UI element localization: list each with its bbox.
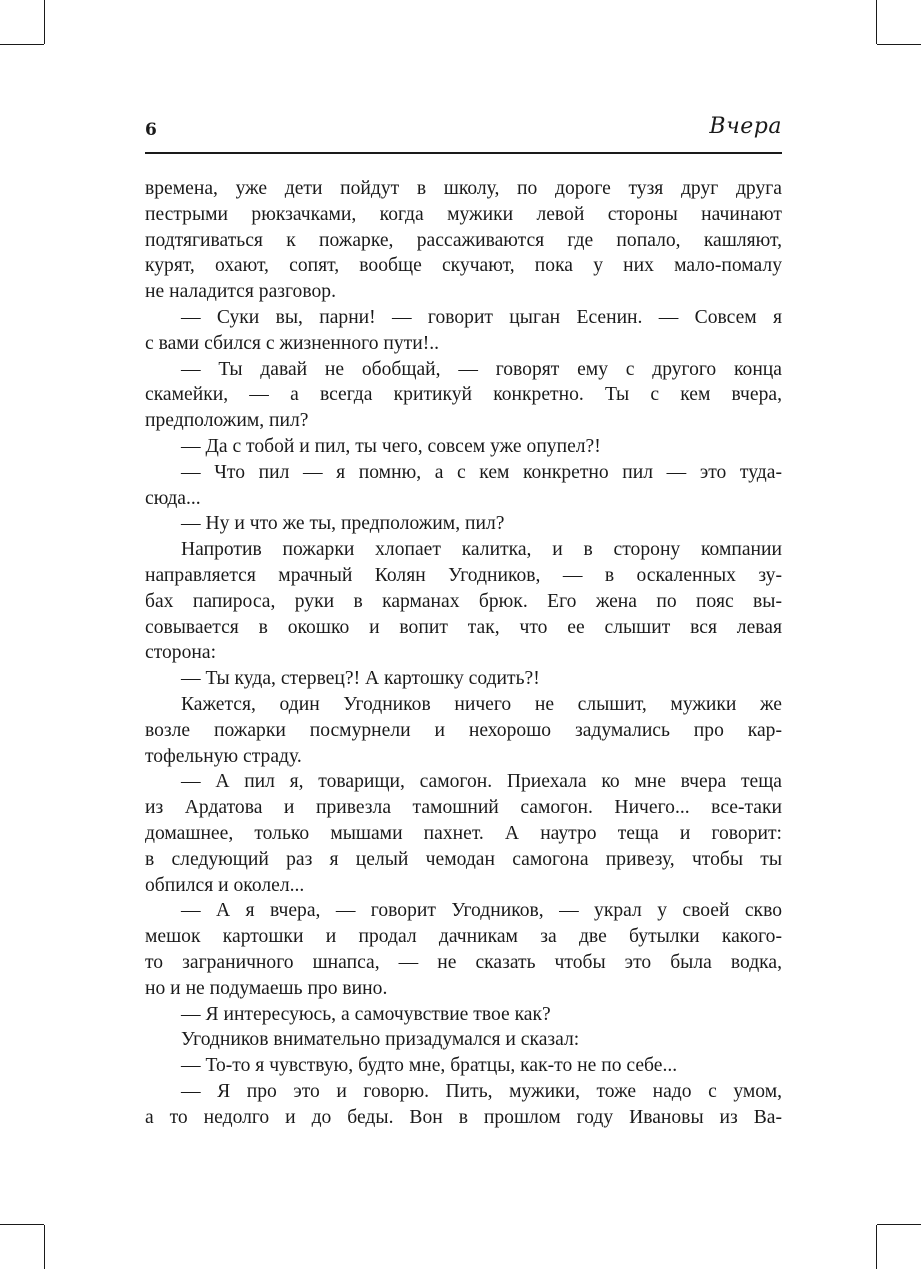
- text-line: не наладится разговор.: [145, 281, 336, 303]
- text-line: обпился и околел...: [145, 874, 305, 896]
- crop-mark: [877, 1224, 921, 1225]
- text-line: — Суки вы, парни! — говорит цыган Есенин. — Совсем я: [181, 306, 782, 328]
- running-head: Вчера: [709, 114, 782, 139]
- text-line: возле пожарки посмурнели и нехорошо задумались про кар-: [145, 719, 782, 741]
- text-line: пестрыми рюкзачками, когда мужики левой стороны начинают: [145, 203, 782, 225]
- text-line: — Я про это и говорю. Пить, мужики, тоже надо с умом,: [181, 1080, 782, 1102]
- text-line: то заграничного шнапса, — не сказать чтобы это была водка,: [145, 951, 782, 973]
- text-line: в следующий раз я целый чемодан самогона привезу, чтобы ты: [145, 848, 782, 870]
- text-line: из Ардатова и привезла тамошний самогон. Ничего... все-таки: [145, 797, 782, 819]
- page-number: 6: [145, 120, 157, 140]
- text-line: времена, уже дети пойдут в школу, по дороге тузя друг друга: [145, 178, 782, 199]
- crop-mark: [44, 1225, 45, 1269]
- text-line: подтягиваться к пожарке, рассаживаются где попало, кашляют,: [145, 229, 782, 251]
- text-line: а то недолго и до беды. Вон в прошлом году Ивановы из Ва-: [145, 1106, 782, 1128]
- text-line: скамейки, — а всегда критикуй конкретно. Ты с кем вчера,: [145, 384, 782, 406]
- text-line: сюда...: [145, 487, 201, 509]
- text-line: направляется мрачный Колян Угодников, — в оскаленных зу-: [145, 564, 782, 586]
- text-line: — Ты куда, стервец?! А картошку содить?!: [181, 668, 540, 690]
- text-line: — Ну и что же ты, предположим, пил?: [181, 513, 505, 535]
- text-line: Напротив пожарки хлопает калитка, и в сторону компании: [181, 539, 782, 561]
- crop-mark: [876, 0, 877, 44]
- text-line: домашнее, только мышами пахнет. А наутро теща и говорит:: [145, 822, 782, 844]
- text-line: но и не подумаешь про вино.: [145, 977, 388, 999]
- text-line: Кажется, один Угодников ничего не слышит, мужики же: [181, 693, 782, 715]
- text-line: — А пил я, товарищи, самогон. Приехала ко мне вчера теща: [181, 771, 782, 793]
- crop-mark: [0, 1224, 44, 1225]
- crop-mark: [44, 0, 45, 44]
- text-line: с вами сбился с жизненного пути!..: [145, 332, 440, 354]
- text-line: — Ты давай не обобщай, — говорят ему с другого конца: [181, 358, 782, 380]
- text-line: — Да с тобой и пил, ты чего, совсем уже опупел?!: [181, 435, 601, 457]
- crop-mark: [876, 1225, 877, 1269]
- body-text: [145, 176, 782, 1130]
- text-line: — То-то я чувствую, будто мне, братцы, как-то не по себе...: [181, 1055, 678, 1077]
- text-line: Угодников внимательно призадумался и сказал:: [181, 1029, 580, 1051]
- text-line: сторона:: [145, 642, 217, 664]
- text-line: — Я интересуюсь, а самочувствие твое как?: [181, 1003, 551, 1025]
- text-line: — Что пил — я помню, а с кем конкретно пил — это туда-: [181, 461, 782, 483]
- text-line: совывается в окошко и вопит так, что ее слышит вся левая: [145, 616, 782, 638]
- crop-mark: [877, 44, 921, 45]
- crop-mark: [0, 44, 44, 45]
- page-header: [145, 112, 782, 154]
- text-line: — А я вчера, — говорит Угодников, — украл у своей скво: [181, 900, 782, 922]
- text-line: курят, охают, сопят, вообще скучают, пока у них мало-помалу: [145, 255, 782, 277]
- text-line: мешок картошки и продал дачникам за две бутылки какого-: [145, 926, 782, 948]
- text-line: бах папироса, руки в карманах брюк. Его жена по пояс вы-: [145, 590, 782, 612]
- text-line: тофельную страду.: [145, 745, 302, 767]
- text-line: предположим, пил?: [145, 410, 309, 432]
